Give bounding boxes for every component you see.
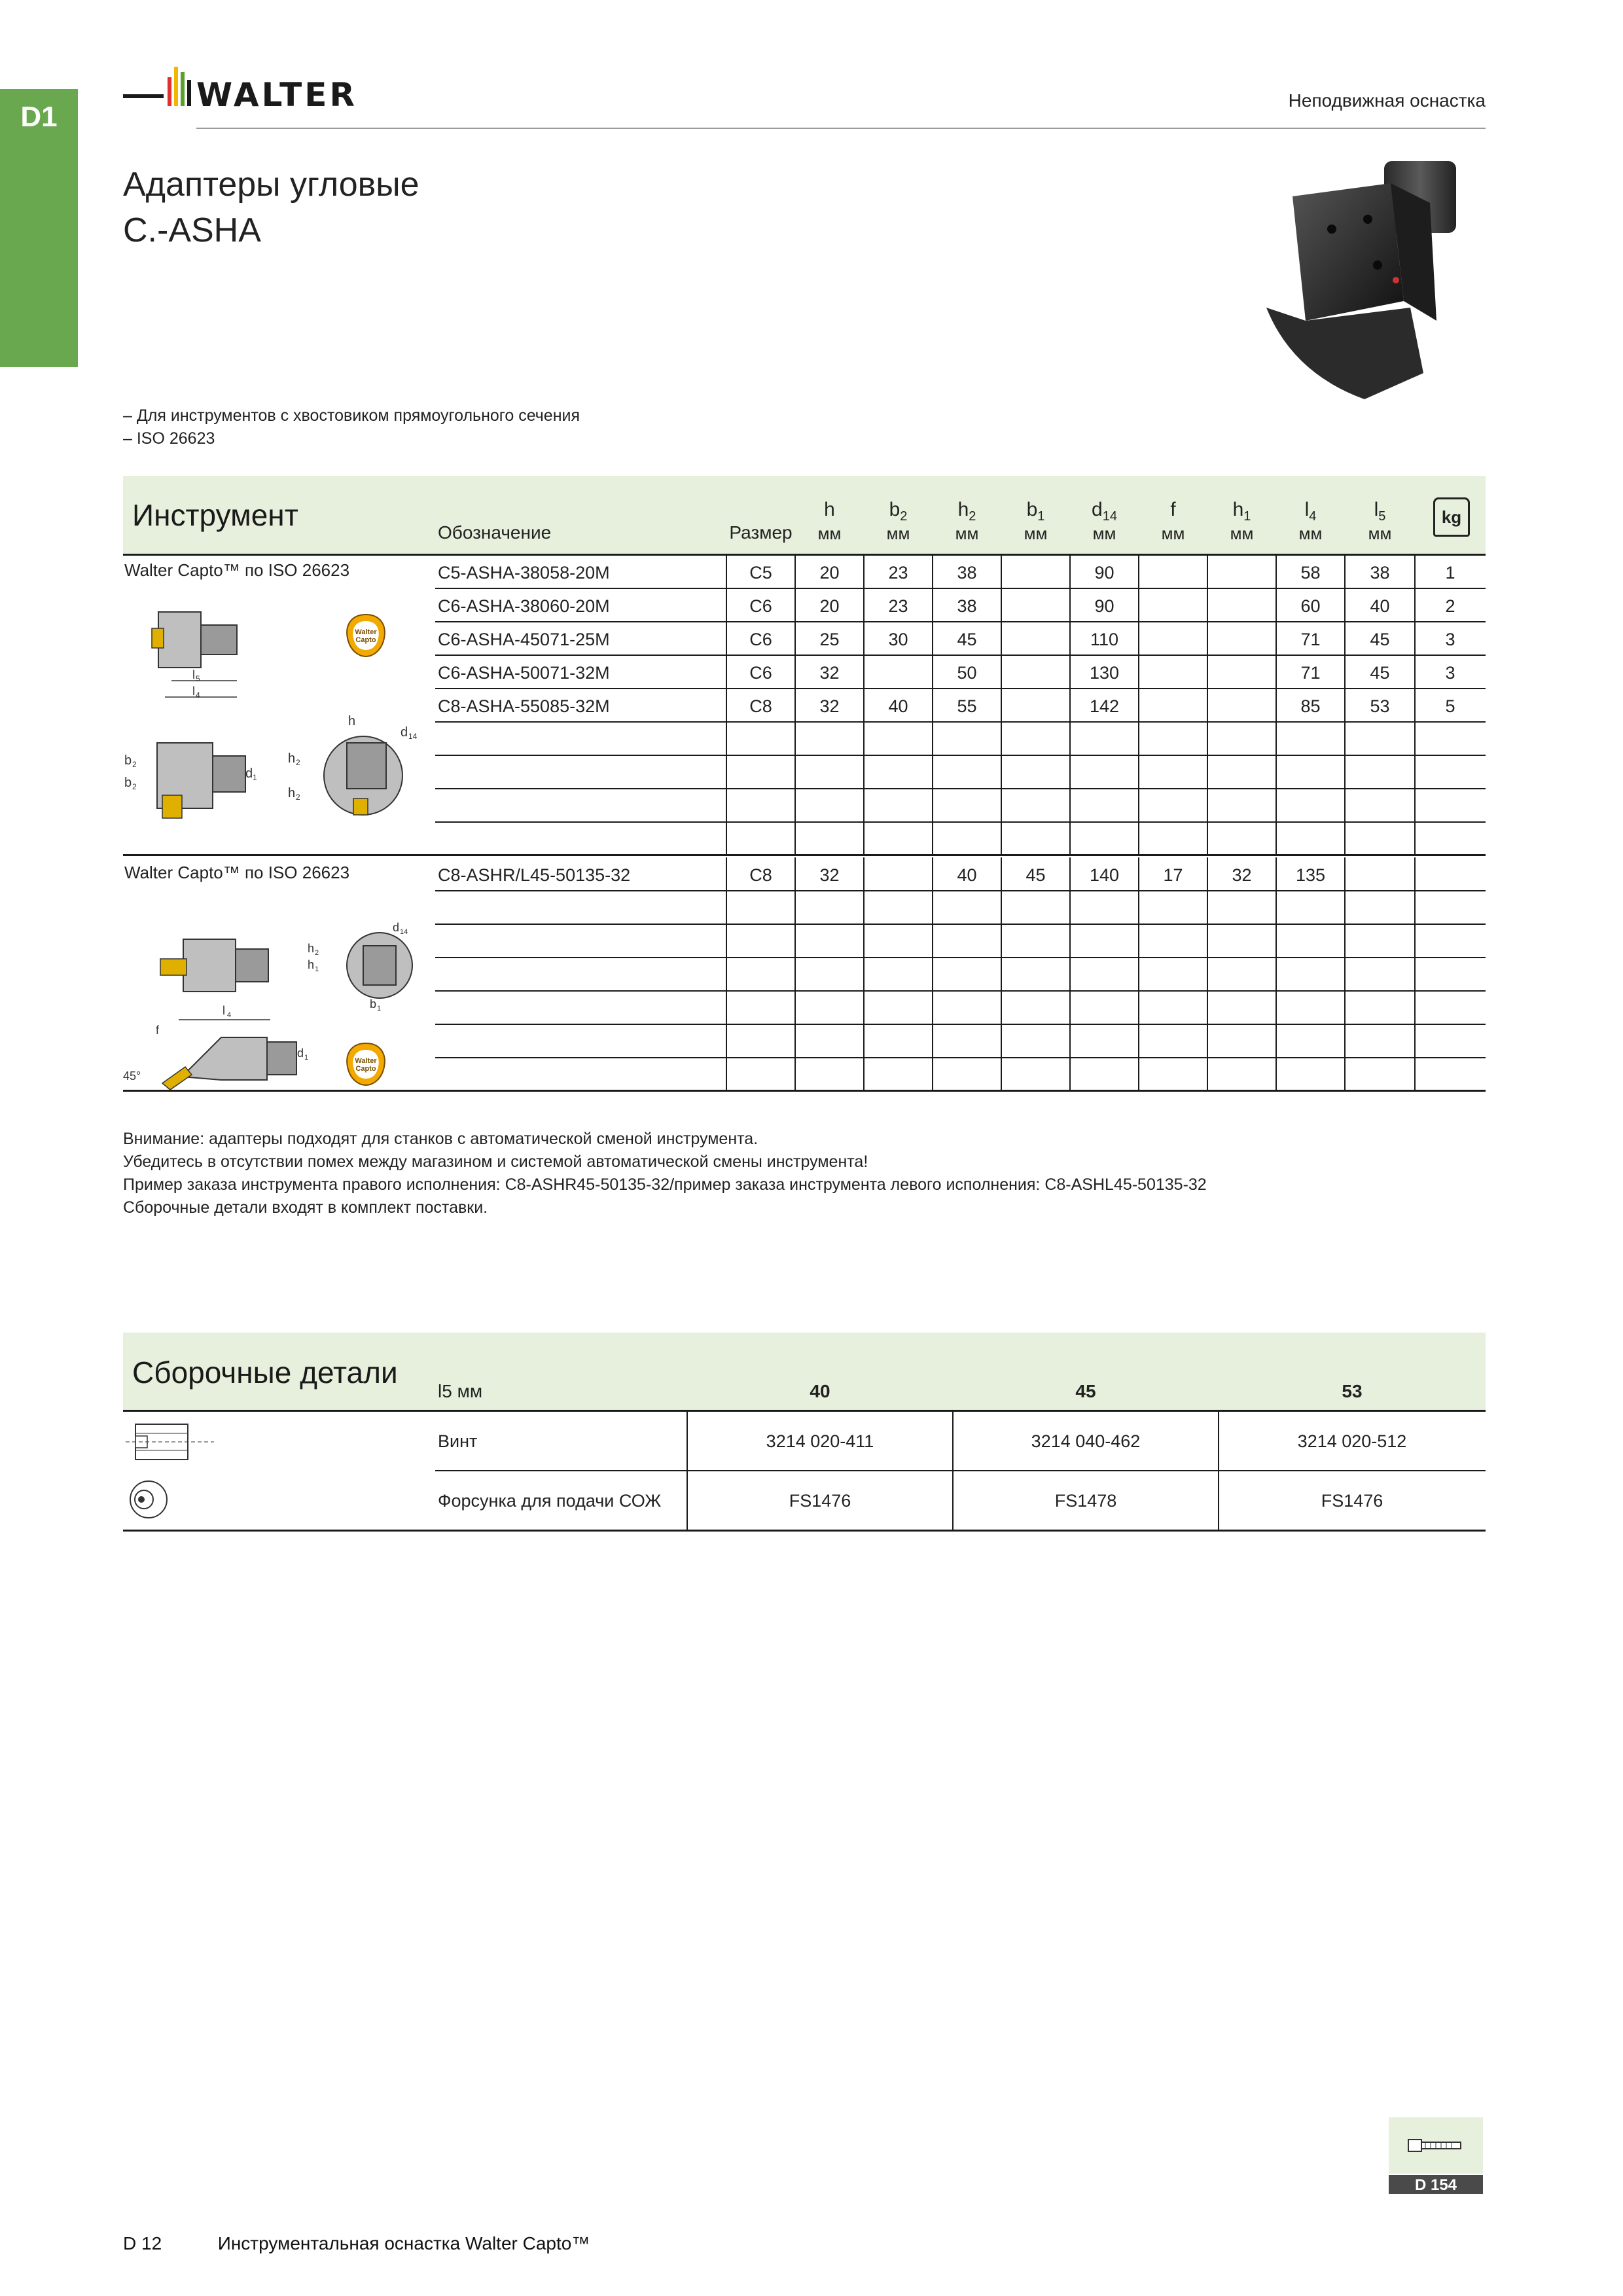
table-cell: 40	[1370, 596, 1390, 616]
parts-column-header: 45	[1075, 1381, 1096, 1401]
row-rule	[435, 957, 1486, 958]
column-rule	[1207, 857, 1208, 1091]
column-rule	[1138, 857, 1139, 1091]
svg-text:2: 2	[315, 949, 319, 957]
tool-table-title: Инструмент	[132, 498, 298, 532]
walter-capto-badge-icon	[342, 1041, 389, 1088]
table-rule	[123, 554, 1486, 556]
svg-text:f: f	[156, 1024, 160, 1037]
svg-text:h: h	[348, 714, 356, 728]
svg-text:b: b	[124, 776, 132, 790]
column-header-unit: мм	[1092, 524, 1116, 543]
table-cell: 142	[1089, 696, 1120, 716]
table-cell: C6-ASHA-45071-25M	[438, 630, 610, 649]
svg-text:4: 4	[196, 691, 200, 700]
parts-row-rule	[123, 1530, 1486, 1532]
column-rule	[1414, 555, 1416, 855]
table-cell: C8	[749, 865, 772, 885]
part-number: FS1476	[1321, 1491, 1383, 1511]
column-rule	[1207, 555, 1208, 855]
column-rule	[1069, 857, 1071, 1091]
table-cell: 90	[1094, 563, 1115, 583]
features-list	[123, 404, 580, 450]
table-cell: 20	[819, 596, 840, 616]
table-cell: 45	[1026, 865, 1046, 885]
column-header-unit: мм	[1368, 524, 1392, 543]
parts-column-label: l5 мм	[438, 1381, 483, 1401]
part-number: 3214 020-411	[766, 1431, 874, 1451]
column-header-symbol: $h_1$	[1232, 499, 1251, 524]
svg-text:Capto: Capto	[355, 636, 376, 644]
svg-text:2: 2	[296, 793, 300, 802]
column-header-unit: мм	[817, 524, 842, 543]
group-rule	[123, 1090, 1486, 1092]
row-rule	[435, 821, 1486, 823]
column-rule	[932, 555, 933, 855]
column-rule	[1344, 555, 1346, 855]
column-header-unit: мм	[955, 524, 979, 543]
page-title: Адаптеры угловые	[123, 166, 419, 204]
table-cell: 38	[1370, 563, 1390, 583]
table-cell: 135	[1295, 865, 1326, 885]
table-cell: 38	[957, 563, 977, 583]
table-cell: 3	[1445, 663, 1455, 683]
svg-text:d: d	[401, 725, 408, 740]
table-cell: 5	[1445, 696, 1455, 716]
column-rule	[794, 555, 796, 855]
part-number: FS1476	[789, 1491, 851, 1511]
table-cell: 110	[1090, 630, 1119, 649]
screw-icon	[126, 1419, 217, 1465]
column-header-unit: мм	[1230, 524, 1254, 543]
part-name: Форсунка для подачи СОЖ	[438, 1491, 662, 1511]
adapter45-drawing-end	[308, 920, 432, 1011]
column-rule	[1275, 857, 1277, 1091]
table-cell: C5	[749, 563, 772, 583]
column-rule	[863, 555, 865, 855]
svg-text:1: 1	[304, 1054, 309, 1062]
column-rule	[1275, 555, 1277, 855]
svg-text:Capto: Capto	[355, 1065, 376, 1073]
table-cell: 32	[819, 696, 840, 716]
table-cell: 60	[1300, 596, 1321, 616]
table-cell: C6	[749, 596, 772, 616]
group-label: Walter Capto™ по ISO 26623	[124, 863, 350, 882]
feature-item: – ISO 26623	[123, 429, 215, 448]
note-line: Сборочные детали входят в комплект поставки.	[123, 1198, 488, 1217]
svg-text:Walter: Walter	[355, 1057, 377, 1065]
parts-column-rule	[1218, 1412, 1219, 1531]
coolant-nozzle-icon	[126, 1477, 171, 1522]
table-notes	[123, 1128, 1207, 1219]
adapter45-drawing-side	[157, 929, 275, 1001]
table-cell: 32	[1232, 865, 1252, 885]
parts-row-rule	[435, 1470, 1486, 1471]
column-rule	[1001, 555, 1002, 855]
table-cell: 53	[1370, 696, 1390, 716]
parts-rule	[123, 1410, 1486, 1412]
table-cell: 32	[819, 663, 840, 683]
walter-capto-badge-icon	[342, 612, 389, 659]
column-rule	[1344, 857, 1346, 1091]
svg-text:5: 5	[196, 674, 200, 683]
column-rule	[932, 857, 933, 1091]
table-cell: 58	[1300, 563, 1321, 583]
column-rule	[1414, 857, 1416, 1091]
table-cell: C8	[749, 696, 772, 716]
table-cell: C8-ASHA-55085-32M	[438, 696, 610, 716]
svg-text:h: h	[288, 786, 296, 800]
svg-text:2: 2	[296, 758, 300, 767]
row-rule	[435, 621, 1486, 622]
row-rule	[435, 890, 1486, 891]
svg-text:45°: 45°	[123, 1069, 141, 1083]
table-cell: 45	[957, 630, 977, 649]
walter-logo	[123, 63, 398, 114]
table-cell: 32	[819, 865, 840, 885]
page-number: D 12	[123, 2233, 162, 2253]
table-cell: 40	[888, 696, 908, 716]
row-rule	[435, 990, 1486, 992]
table-cell: 45	[1370, 630, 1390, 649]
adapter-drawing-end	[288, 713, 438, 831]
weight-icon: kg	[1433, 497, 1470, 537]
column-header-symbol: $l_5$	[1374, 499, 1386, 524]
svg-text:1: 1	[377, 1005, 382, 1013]
table-cell: 40	[957, 865, 977, 885]
row-rule	[435, 788, 1486, 789]
column-header-unit: мм	[1161, 524, 1185, 543]
table-cell: 140	[1089, 865, 1120, 885]
table-cell: 17	[1163, 865, 1183, 885]
table-cell: 30	[888, 630, 908, 649]
svg-text:d: d	[393, 921, 400, 934]
table-cell: 45	[1370, 663, 1390, 683]
reference-page[interactable]: D 154	[1414, 2176, 1457, 2194]
note-line: Пример заказа инструмента правого исполнения: C8-ASHR45-50135-32/пример заказа инструмента левого исполнения: C8-ASHL45-50135-32	[123, 1175, 1207, 1194]
table-cell: 1	[1445, 563, 1455, 583]
row-rule	[435, 655, 1486, 656]
note-line: Внимание: адаптеры подходят для станков с автоматической сменой инструмента.	[123, 1130, 758, 1148]
column-header-designation: Обозначение	[438, 522, 552, 543]
parts-table-title: Сборочные детали	[132, 1355, 398, 1390]
page-subtitle: C.-ASHA	[123, 211, 261, 249]
column-rule	[794, 857, 796, 1091]
table-cell: 25	[819, 630, 840, 649]
parts-column-header: 40	[810, 1381, 830, 1401]
column-header-symbol: $b_1$	[1026, 499, 1045, 524]
group-rule	[123, 854, 1486, 856]
svg-text:1: 1	[253, 773, 257, 782]
parts-column-rule	[687, 1412, 688, 1531]
svg-text:4: 4	[227, 1011, 232, 1019]
svg-text:b: b	[124, 753, 132, 768]
column-header-unit: мм	[886, 524, 910, 543]
parts-column-header: 53	[1342, 1381, 1363, 1401]
column-rule	[1001, 857, 1002, 1091]
svg-text:h: h	[308, 958, 315, 971]
svg-text:l: l	[192, 668, 195, 681]
table-cell: C5-ASHA-38058-20M	[438, 563, 610, 583]
svg-text:2: 2	[132, 760, 137, 769]
column-header-unit: мм	[1024, 524, 1048, 543]
table-cell: 55	[957, 696, 977, 716]
svg-text:Walter: Walter	[355, 628, 377, 636]
column-header-symbol: $b_2$	[889, 499, 908, 524]
group-label: Walter Capto™ по ISO 26623	[124, 560, 350, 580]
table-cell: 71	[1300, 663, 1321, 683]
column-rule	[1138, 555, 1139, 855]
table-cell: C6-ASHA-38060-20M	[438, 596, 610, 616]
header-rule	[196, 128, 1486, 129]
svg-text:WALTER: WALTER	[196, 76, 357, 114]
adapter-drawing-front	[124, 733, 255, 831]
header-section: Неподвижная оснастка	[1288, 90, 1486, 111]
column-header-symbol: h	[824, 499, 835, 520]
table-cell: 85	[1300, 696, 1321, 716]
column-header-symbol: $l_4$	[1304, 499, 1317, 524]
svg-text:l: l	[223, 1004, 225, 1017]
svg-text:14: 14	[408, 732, 418, 741]
footer-text: Инструментальная оснастка Walter Capto™	[217, 2233, 590, 2253]
table-cell: C8-ASHR/L45-50135-32	[438, 865, 631, 885]
svg-text:d: d	[297, 1047, 304, 1060]
column-header-symbol: f	[1170, 499, 1176, 520]
row-rule	[435, 1057, 1486, 1058]
row-rule	[435, 721, 1486, 723]
row-rule	[435, 588, 1486, 589]
chapter-tab: D1	[0, 89, 78, 367]
svg-text:14: 14	[400, 928, 408, 936]
row-rule	[435, 688, 1486, 689]
page-footer	[123, 2233, 590, 2254]
column-rule	[1069, 555, 1071, 855]
table-cell: 130	[1089, 663, 1120, 683]
svg-text:2: 2	[132, 782, 137, 791]
part-number: 3214 020-512	[1297, 1431, 1407, 1451]
table-cell: 20	[819, 563, 840, 583]
table-cell: 3	[1445, 630, 1455, 649]
table-cell: 38	[957, 596, 977, 616]
feature-item: – Для инструментов с хвостовиком прямоугольного сечения	[123, 406, 580, 425]
table-cell: 50	[957, 663, 977, 683]
column-header-symbol: $d_{14}$	[1092, 499, 1117, 524]
column-header-unit: мм	[1298, 524, 1323, 543]
table-cell: 90	[1094, 596, 1115, 616]
svg-text:h: h	[308, 942, 315, 955]
product-photo	[1253, 157, 1476, 406]
parts-column-rule	[952, 1412, 954, 1531]
svg-text:l: l	[192, 685, 195, 698]
adapter-drawing-side	[152, 589, 250, 707]
svg-text:1: 1	[315, 965, 319, 973]
table-cell: 23	[888, 563, 908, 583]
table-cell: 71	[1300, 630, 1321, 649]
row-rule	[435, 1024, 1486, 1025]
column-header-size: Размер	[729, 522, 793, 543]
table-cell: C6-ASHA-50071-32M	[438, 663, 610, 683]
column-rule	[726, 555, 727, 855]
svg-text:b: b	[370, 997, 377, 1011]
table-cell: C6	[749, 630, 772, 649]
column-header-symbol: $h_2$	[957, 499, 976, 524]
row-rule	[435, 924, 1486, 925]
part-name: Винт	[438, 1431, 478, 1451]
row-rule	[435, 755, 1486, 756]
table-cell: 2	[1445, 596, 1455, 616]
adapter45-drawing-angle	[123, 1001, 319, 1093]
table-cell: 23	[888, 596, 908, 616]
part-number: 3214 040-462	[1031, 1431, 1141, 1451]
part-number: FS1478	[1054, 1491, 1117, 1511]
column-rule	[863, 857, 865, 1091]
table-cell: C6	[749, 663, 772, 683]
svg-text:h: h	[288, 751, 296, 766]
note-line: Убедитесь в отсутствии помех между магазином и системой автоматической смены инструмента!	[123, 1153, 868, 1171]
svg-text:d: d	[245, 766, 253, 781]
column-rule	[726, 857, 727, 1091]
